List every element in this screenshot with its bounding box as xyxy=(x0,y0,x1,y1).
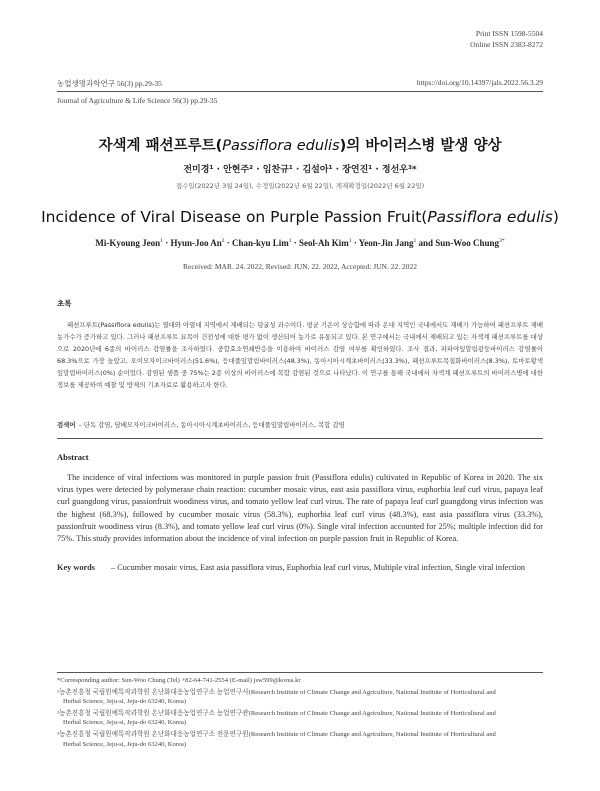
journal-line xyxy=(57,78,543,89)
english-keywords-text: – Cucumber mosaic virus, East asia passiflora virus, Euphorbia leaf curl virus, Multiple viral infection, Single viral infection xyxy=(111,563,526,572)
affiliation-2-line: ²농촌진흥청 국립원예특작과학원 온난화대응농업연구소 농업연구관(Research Institute of Climate Change and Agriculture, National Institute of Horticultural and xyxy=(57,709,496,717)
author-affiliation-sup: 1 xyxy=(160,238,163,244)
english-authors xyxy=(0,238,600,248)
author-name: Sun-Woo Chung xyxy=(435,238,500,248)
english-title-pre: Incidence of Viral Disease on Purple Passion Fruit( xyxy=(41,208,428,226)
korean-keywords-label: 검색어 xyxy=(57,421,76,429)
english-keywords-label: Key words xyxy=(57,563,96,572)
author-affiliation-sup: 1 xyxy=(413,238,417,244)
korean-title-post: )의 바이러스병 발생 양상 xyxy=(339,138,502,154)
english-dates: Received: MAR. 24. 2022, Revised: JUN. 22. 2022, Accepted: JUN. 22. 2022 xyxy=(183,262,417,271)
author-name: Chan-kyu Lim xyxy=(232,238,289,248)
footnotes xyxy=(57,676,543,751)
corresponding-author: *Corresponding author: Sun-Woo Chung (Tel) +82-64-741-2554 (E-mail) jsw599@korea.kr xyxy=(57,677,301,684)
english-title-species: Passiflora edulis xyxy=(427,208,553,226)
korean-abstract-heading: 초록 xyxy=(57,299,72,308)
author-affiliation-sup: 1 xyxy=(348,238,352,244)
journal-english: Journal of Agriculture & Life Science 56(3) pp.29-35 xyxy=(57,96,218,105)
affiliation-3 xyxy=(57,730,543,749)
affiliation-1-cont: Herbal Science, Jeju-si, Jeju-do 63240, Korea) xyxy=(63,698,187,706)
author-separator: · xyxy=(351,238,359,248)
online-issn: Online ISSN 2383-8272 xyxy=(470,40,543,49)
korean-keywords-text: – 단독 감염, 담배모자이크바이러스, 동아시아시계초바이러스, 등대풀잎말림바이러스, 복합 감염 xyxy=(78,421,345,429)
header-rule xyxy=(57,91,543,92)
english-abstract-text: The incidence of viral infections was monitored in purple passion fruit (Passiflora edulis) cultivated in Republic of Korea in 2020. The six virus types were detected by polymerase chain reaction: cucumber mosaic virus, east asia passiflora virus, euphorbia leaf curl virus, papaya leaf curl guangdong virus, passionfruit woodiness virus, and tomato yellow leaf curl virus. The rate of papaya leaf curl guangdong virus infection was the highest (68.3%), followed by cucumber mosaic virus (58.3%), euphorbia leaf curl virus (48.3%), east asia passiflora virus (33.3%), passionfruit woodiness virus (8.3%), and tomato yellow leaf curl virus (0%). Single viral infection accounted for 25%; multiple infection did for 75%. This study provides information about the incidence of viral infection on purple passion fruit in Republic of Korea. xyxy=(57,473,543,544)
affiliation-2-cont: Herbal Science, Jeju-si, Jeju-do 63240, Korea) xyxy=(63,719,187,727)
footnote-rule xyxy=(57,672,543,673)
affiliation-1 xyxy=(57,688,543,707)
section-rule xyxy=(57,438,543,439)
author-separator: · xyxy=(224,238,232,248)
korean-title xyxy=(0,134,600,155)
affiliation-1-line: ¹농촌진흥청 국립원예특작과학원 온난화대응농업연구소 농업연구사(Research Institute of Climate Change and Agriculture, National Institute of Horticultural and xyxy=(57,688,496,696)
print-issn: Print ISSN 1598-5504 xyxy=(475,29,543,38)
author-name: Seol-Ah Kim xyxy=(299,238,349,248)
english-title xyxy=(0,208,600,226)
author-separator: and xyxy=(416,238,436,248)
affiliation-2 xyxy=(57,709,543,728)
author-affiliation-sup: 2 xyxy=(221,238,225,244)
author-name: Hyun-Joo An xyxy=(170,238,222,248)
english-title-post: ) xyxy=(552,208,559,226)
author-separator: · xyxy=(162,238,171,248)
english-abstract-heading: Abstract xyxy=(57,452,89,462)
issn-block xyxy=(470,28,543,50)
author-separator: · xyxy=(291,238,300,248)
korean-title-species: Passiflora edulis xyxy=(222,138,340,154)
korean-authors: 전미경¹ · 안현주² · 임찬규¹ · 김설아¹ · 장연진¹ · 정선우³* xyxy=(183,165,417,175)
affiliation-3-line: ³농촌진흥청 국립원예특작과학원 온난화대응농업연구소 전문연구원(Research Institute of Climate Change and Agriculture, National Institute of Horticultural and xyxy=(57,730,496,738)
affiliation-3-cont: Herbal Science, Jeju-si, Jeju-do 63240, Korea) xyxy=(63,740,187,748)
doi-link[interactable]: https://doi.org/10.14397/jals.2022.56.3.29 xyxy=(416,78,543,87)
english-keywords xyxy=(57,561,543,574)
author-name: Mi-Kyoung Jeon xyxy=(95,238,161,248)
korean-abstract-text: 패션프루트(Passiflora edulis)는 열대와 아열대 지역에서 재배되는 덩굴성 과수이다. 평균 기온이 상승함에 따라 온대 지역인 국내에서도 재배가 가능하여 패션프루트 재배 농가수가 증가하고 있다. 그러나 패션프루트 묘목이 건전성에 대한 평가 없이 생산되어 농가로 유통되고 있다. 본 연구에서는 국내에서 재배되고 있는 자색계 패션프루트를 대상으로 2020년에 6종의 바이러스 감염률을 조사하였다. 중합효소연쇄반응을 이용하여 바이러스 감염 여부를 확인하였다. 조사 결과, 파파야잎말림광둥바이러스 감염률이 68.3%으로 가장 높았고, 오이모자이크바이러스(51.6%), 등대풀잎말림바이러스(48.3%), 동아시아시계초바이러스(33.3%), 패션프루트목질화바이러스(8.3%), 토마토황색잎말림바이러스(0%) 순이었다. 감염된 샘플 중 75%는 2종 이상의 바이러스에 복합 감염된 것으로 나타났다. 이 연구를 통해 국내에서 자색계 패션프루트의 바이러스병에 대한 정보를 제공하여 예찰 및 방제의 기초자료로 활용하고자 한다. xyxy=(57,321,543,389)
korean-title-pre: 자색계 패션프루트( xyxy=(98,138,223,154)
author-name: Yeon-Jin Jang xyxy=(358,238,414,248)
journal-korean: 농업생명과학연구 56(3) pp.29-35 xyxy=(57,79,162,88)
author-affiliation-sup: 1 xyxy=(288,238,292,244)
korean-keywords xyxy=(57,420,543,429)
author-affiliation-sup: 3* xyxy=(499,238,505,244)
korean-dates: 접수일(2022년 3월 24일), 수정일(2022년 6월 22일), 게재확정일(2022년 6월 22일) xyxy=(175,182,425,190)
